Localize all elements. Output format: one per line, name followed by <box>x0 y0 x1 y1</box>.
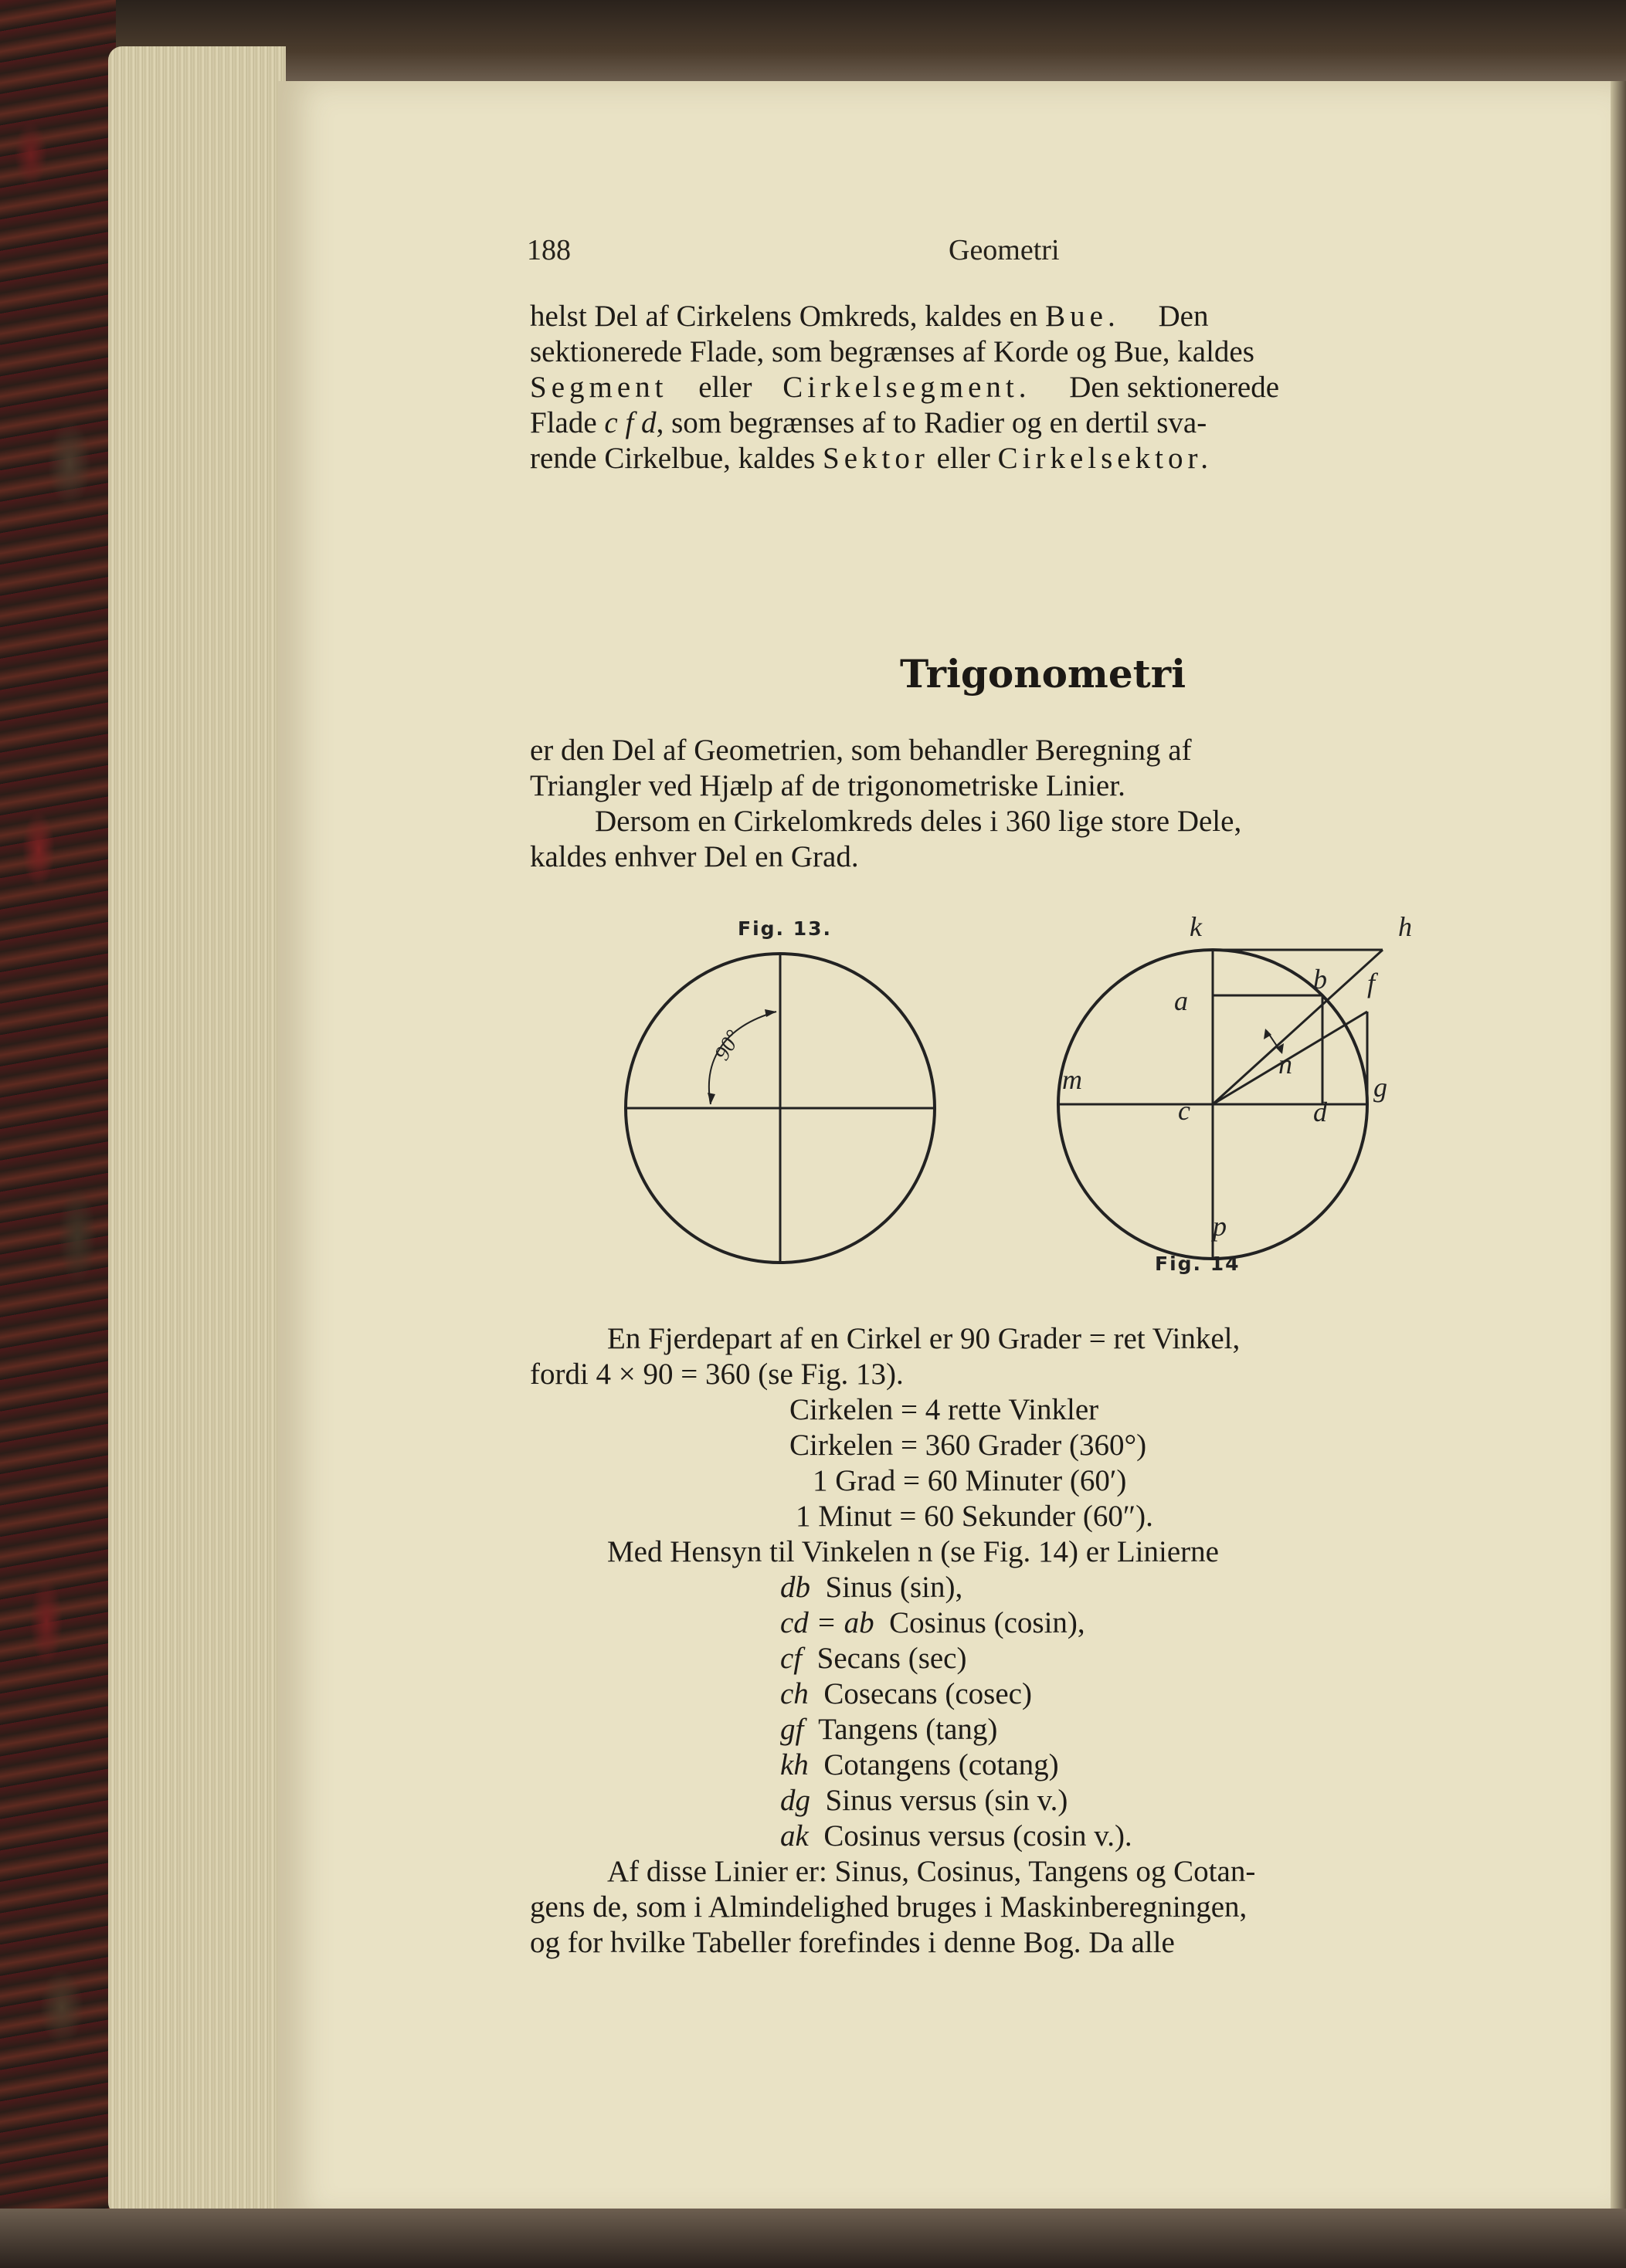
intro-line-5: rende Cirkelbue, kaldes Sektor eller Cirkelsektor. <box>530 442 1214 475</box>
page-gutter <box>1611 81 1626 2220</box>
fig13-label: Fig. 13. <box>738 917 833 940</box>
fig13-arrow-bottom <box>708 1093 715 1104</box>
fig14-letter-f: f <box>1367 968 1376 998</box>
page-number: 188 <box>527 234 571 266</box>
fig14-diagram <box>1058 911 1421 1259</box>
running-title: Geometri <box>949 234 1060 266</box>
fig14-letter-g: g <box>1373 1072 1387 1103</box>
trig-item: gf Tangens (tang) <box>780 1713 998 1746</box>
closing-line-1: Af disse Linier er: Sinus, Cosinus, Tangens og Cotan- <box>607 1855 1256 1888</box>
fig14-letter-d: d <box>1313 1097 1327 1127</box>
equation-4: 1 Minut = 60 Sekunder (60″). <box>796 1500 1153 1533</box>
trig-item: cd = ab Cosinus (cosin), <box>780 1606 1085 1639</box>
intro-line-2: sektionerede Flade, som begrænses af Korde og Bue, kaldes <box>530 335 1254 368</box>
trig-item: ch Cosecans (cosec) <box>780 1677 1032 1710</box>
after-figure-line-1: En Fjerdepart af en Cirkel er 90 Grader = ret Vinkel, <box>607 1322 1241 1355</box>
fig14-letter-k: k <box>1190 911 1202 942</box>
fig13-angle-label: 90° <box>710 1026 746 1065</box>
section-line-3: Dersom en Cirkelomkreds deles i 360 lige store Dele, <box>595 805 1242 838</box>
fig14-line-ch <box>1213 950 1383 1104</box>
page-edges <box>108 46 286 2216</box>
closing-line-3: og for hvilke Tabeller forefindes i denne Bog. Da alle <box>530 1926 1175 1959</box>
intro-line-4: Flade c f d, som begrænses af to Radier og en dertil sva- <box>530 406 1207 439</box>
fig14-letter-p: p <box>1213 1211 1227 1242</box>
trig-item: kh Cotangens (cotang) <box>780 1748 1059 1782</box>
after-figure-line-3: Med Hensyn til Vinkelen n (se Fig. 14) er Linierne <box>607 1535 1219 1568</box>
trig-item: cf Secans (sec) <box>780 1642 967 1675</box>
section-line-4: kaldes enhver Del en Grad. <box>530 840 859 873</box>
section-title: Trigonometri <box>900 651 1186 697</box>
marbled-edge <box>0 0 116 2268</box>
fig14-letter-h: h <box>1398 911 1412 942</box>
fig13-diagram <box>618 946 942 1270</box>
equation-2: Cirkelen = 360 Grader (360°) <box>789 1429 1147 1462</box>
closing-line-2: gens de, som i Almindelighed bruges i Maskinberegningen, <box>530 1890 1248 1924</box>
trig-item: dg Sinus versus (sin v.) <box>780 1784 1068 1817</box>
trig-item: ak Cosinus versus (cosin v.). <box>780 1819 1132 1853</box>
fig14-letter-n: n <box>1278 1049 1292 1080</box>
trig-item: db Sinus (sin), <box>780 1571 963 1604</box>
fig14-letter-b: b <box>1313 964 1327 995</box>
equation-1: Cirkelen = 4 rette Vinkler <box>789 1393 1099 1426</box>
fig14-label: Fig. 14 <box>1155 1253 1241 1275</box>
section-line-1: er den Del af Geometrien, som behandler Beregning af <box>530 734 1192 767</box>
intro-line-3: Segment eller Cirkelsegment. Den sektionerede <box>530 371 1280 404</box>
after-figure-line-2: fordi 4 × 90 = 360 (se Fig. 13). <box>530 1358 904 1391</box>
equation-3: 1 Grad = 60 Minuter (60′) <box>813 1464 1127 1497</box>
fig14-letter-c: c <box>1178 1095 1190 1126</box>
book-cover-bottom <box>0 2209 1626 2268</box>
fig14-letter-m: m <box>1062 1064 1082 1095</box>
fig13-arrow-top <box>765 1009 776 1017</box>
intro-line-1: helst Del af Cirkelens Omkreds, kaldes en Bue. Den <box>530 300 1209 333</box>
section-line-2: Triangler ved Hjælp af de trigonometriske Linier. <box>530 769 1125 802</box>
fig14-letter-a: a <box>1174 985 1188 1016</box>
